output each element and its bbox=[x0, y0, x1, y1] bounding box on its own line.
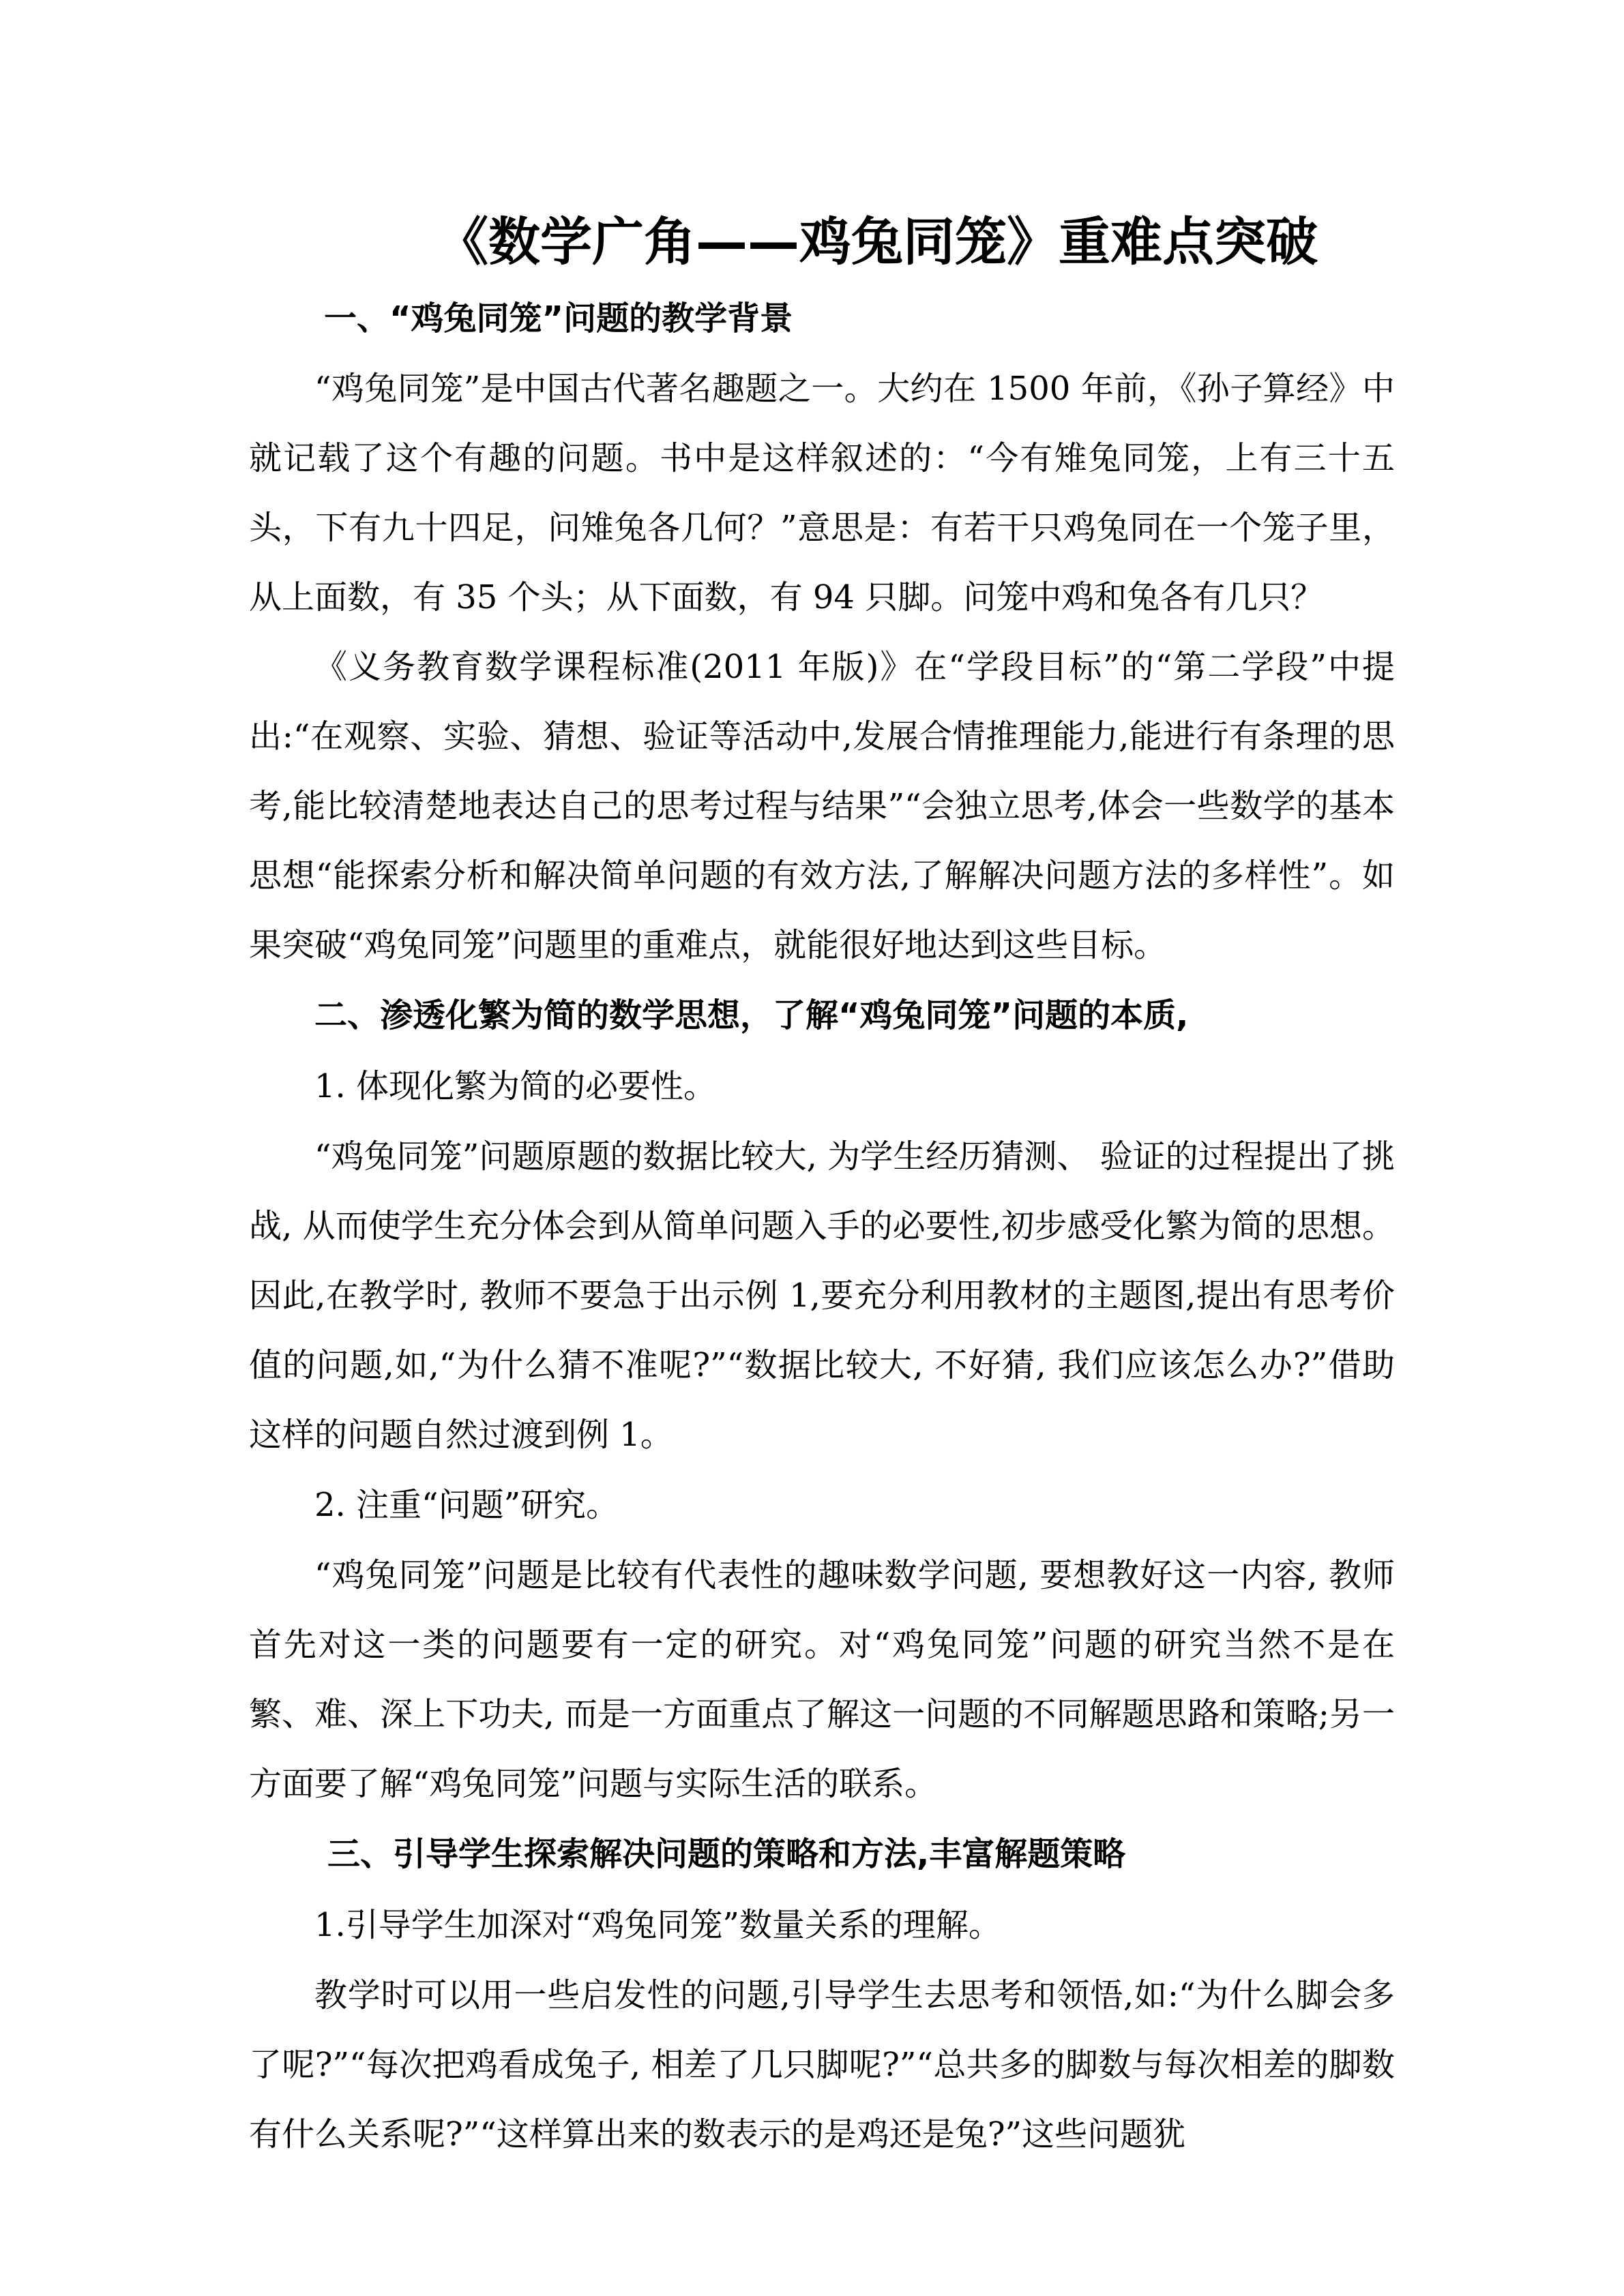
section-2-subheading-1: 1. 体现化繁为简的必要性。 bbox=[314, 1067, 717, 1105]
section-2-heading: 二、渗透化繁为简的数学思想，了解“鸡兔同笼”问题的本质, bbox=[314, 996, 1189, 1034]
section-2-paragraph-2: “鸡兔同笼”问题是比较有代表性的趣味数学问题, 要想教好这一内容, 教师首先对这一类的问题要有一定的研究。对“鸡兔同笼”问题的研究当然不是在繁、难、深上下功夫, 而是一方面重点了解这一问题的不同解题思路和策略;另一方面要了解“鸡兔同笼”问题与实际生活的联系。 bbox=[249, 1556, 1395, 1803]
section-3-subheading-1: 1.引导学生加深对“鸡兔同笼”数量关系的理解。 bbox=[314, 1906, 1001, 1944]
section-1-paragraph-2: 《义务教育数学课程标准(2011 年版)》在“学段目标”的“第二学段”中提出:“在观察、实验、猜想、验证等活动中,发展合情推理能力,能进行有条理的思考,能比较清楚地表达自己的思考过程与结果”“会独立思考,体会一些数学的基本思想“能探索分析和解决简单问题的有效方法,了解解决问题方法的多样性”。如果突破“鸡兔同笼”问题里的重难点，就能很好地达到这些目标。 bbox=[249, 648, 1395, 964]
section-1-heading: 一、“鸡兔同笼”问题的教学背景 bbox=[324, 299, 793, 338]
page-title: 《数学广角——鸡兔同笼》重难点突破 bbox=[437, 211, 1318, 272]
document-body bbox=[249, 283, 1395, 2169]
section-2-paragraph-1: “鸡兔同笼”问题原题的数据比较大, 为学生经历猜测、 验证的过程提出了挑战, 从而使学生充分体会到从简单问题入手的必要性,初步感受化繁为简的思想。因此,在教学时, 教师不要急于出示例 1,要充分利用教材的主题图,提出有思考价值的问题,如,“为什么猜不准呢?”“数据比较大, 不好猜, 我们应该怎么办?”借助这样的问题自然过渡到例 1。 bbox=[249, 1137, 1395, 1454]
section-2-subheading-2: 2. 注重“问题”研究。 bbox=[314, 1486, 619, 1524]
section-1-paragraph-1: “鸡兔同笼”是中国古代著名趣题之一。大约在 1500 年前，《孙子算经》中就记载了这个有趣的问题。书中是这样叙述的：“今有雉兔同笼，上有三十五头，下有九十四足，问雉兔各几何？”意思是：有若干只鸡兔同在一个笼子里，从上面数，有 35 个头；从下面数，有 94 只脚。问笼中鸡和兔各有几只？ bbox=[249, 370, 1395, 616]
section-3-heading: 三、引导学生探索解决问题的策略和方法,丰富解题策略 bbox=[327, 1835, 1126, 1873]
section-3-paragraph-1: 教学时可以用一些启发性的问题,引导学生去思考和领悟,如:“为什么脚会多了呢?”“每次把鸡看成兔子, 相差了几只脚呢?”“总共多的脚数与每次相差的脚数有什么关系呢?”“这样算出来的数表示的是鸡还是兔?”这些问题犹 bbox=[249, 1976, 1395, 2153]
